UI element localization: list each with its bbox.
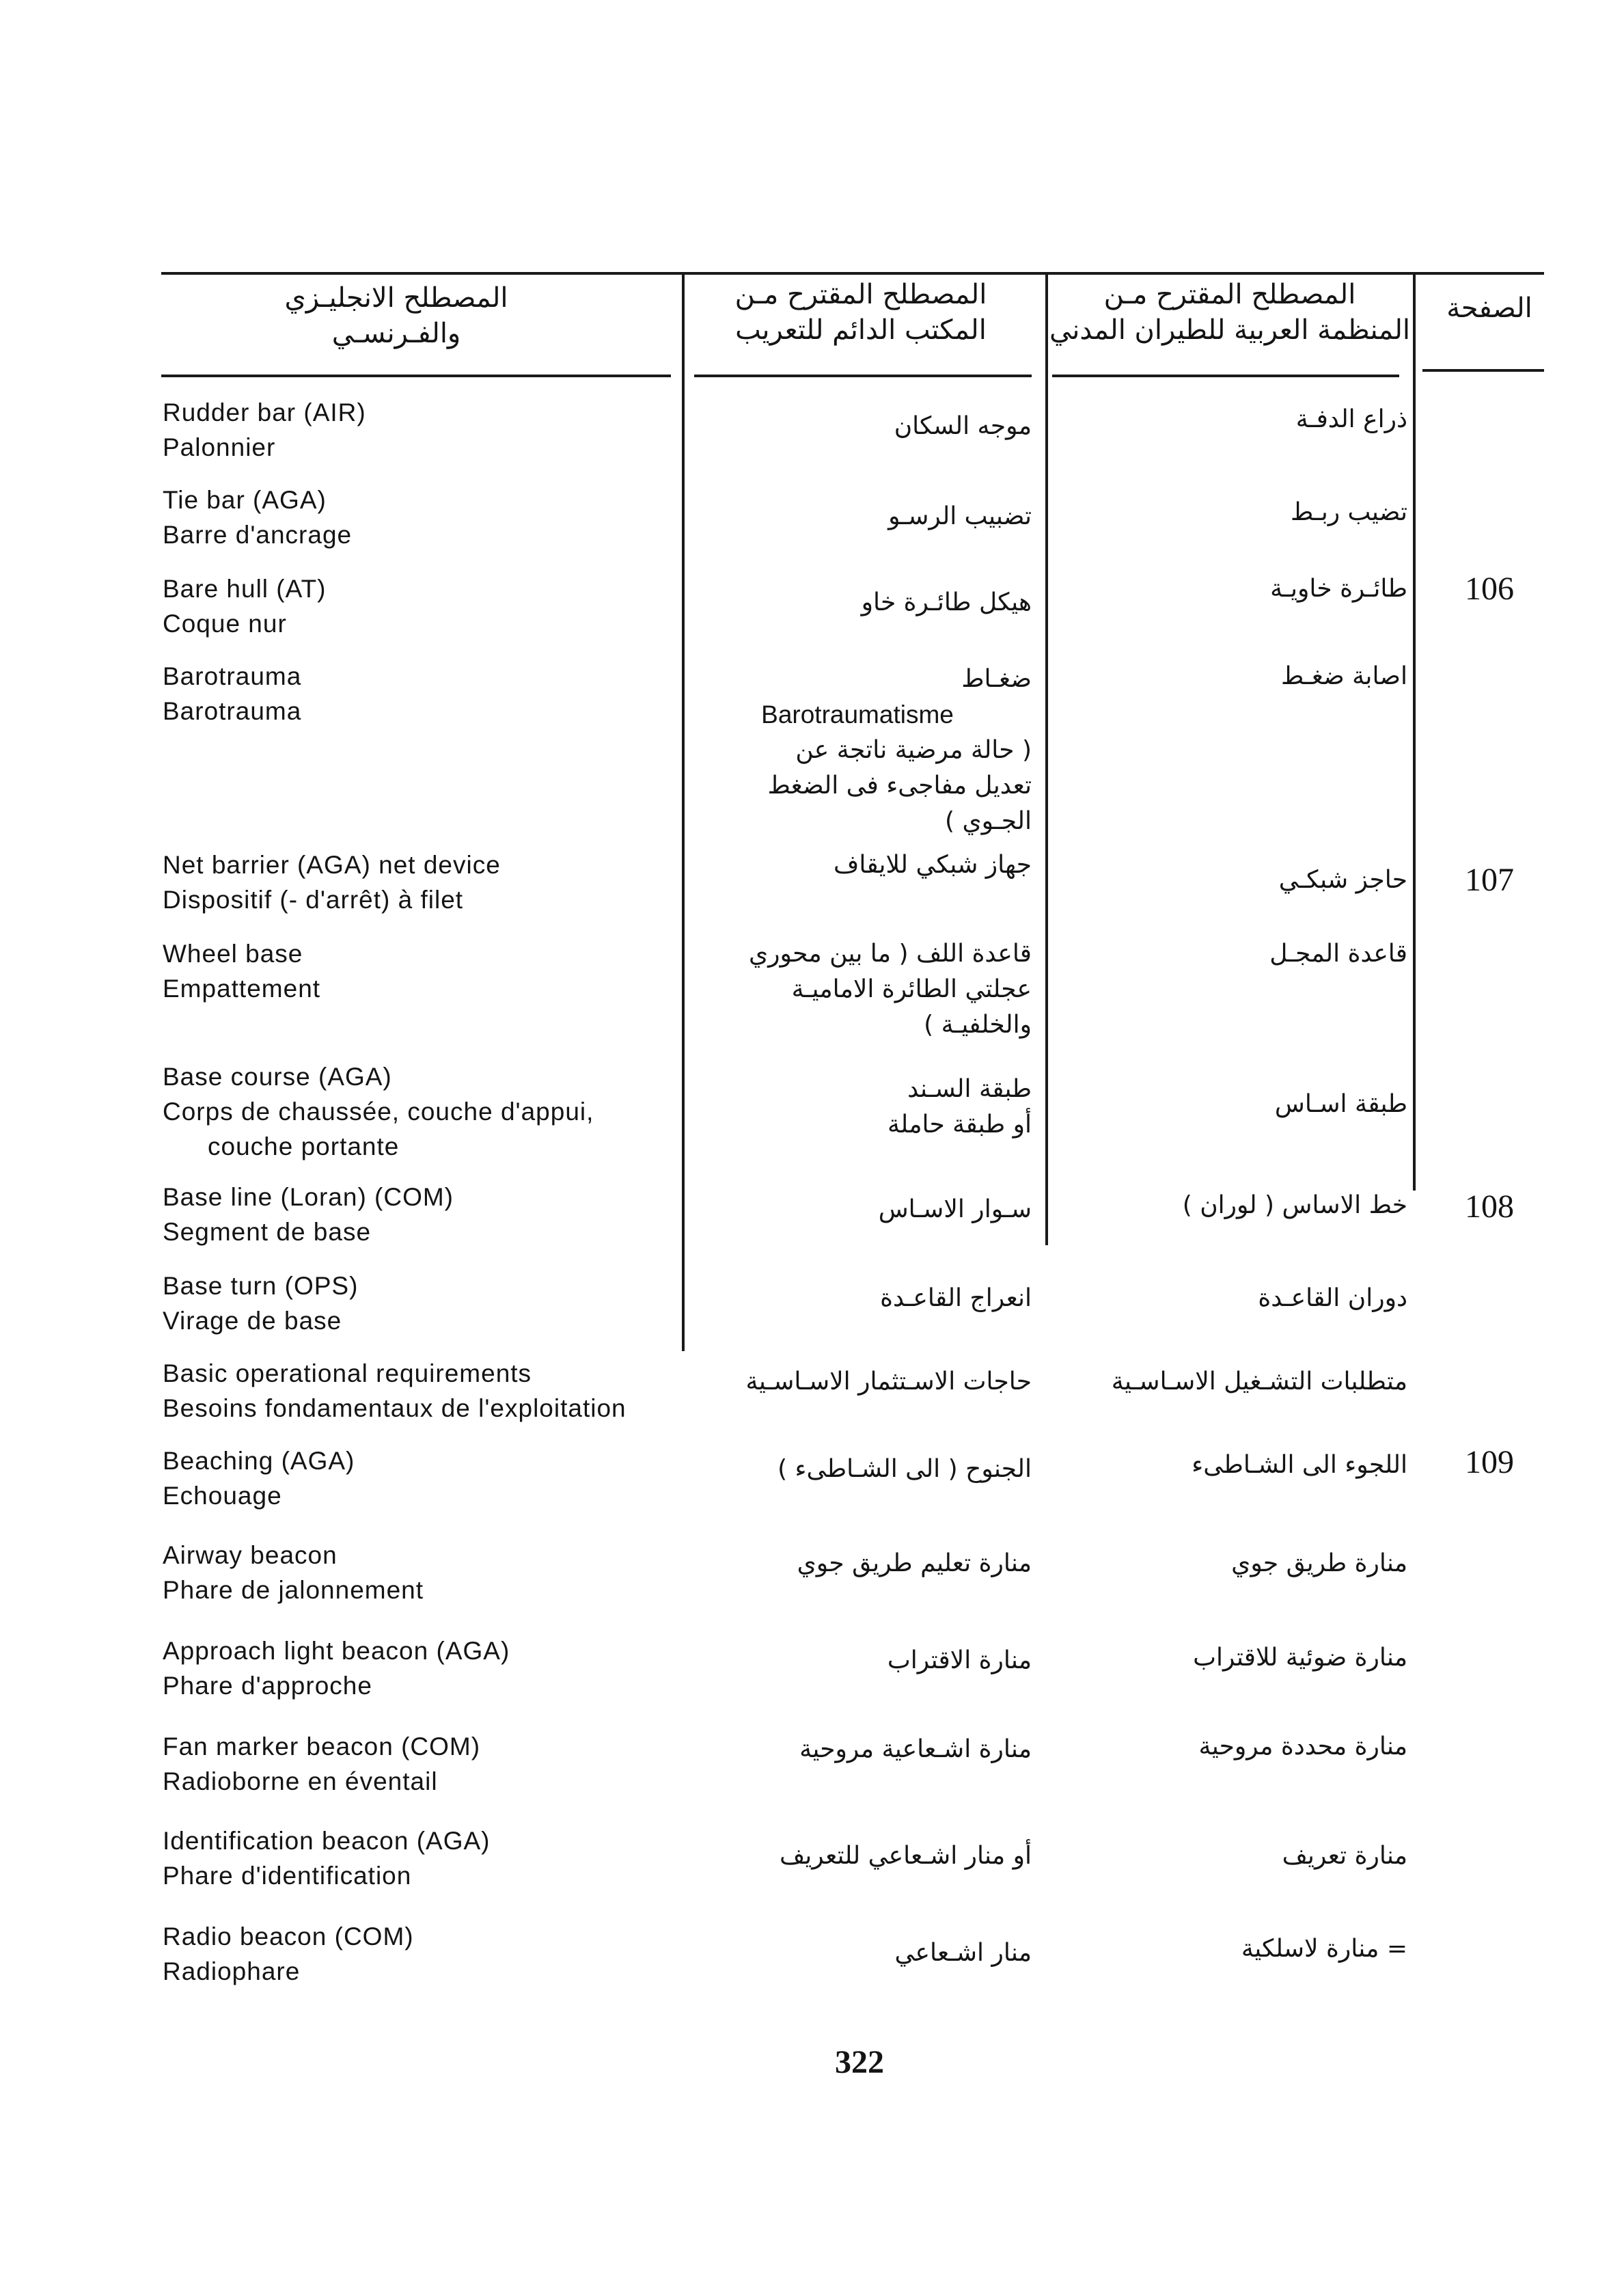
header-english-french-line2: والفـرنسـي	[331, 318, 461, 349]
header-aviation-org-line1: المصطلح المقترح مـن	[1103, 279, 1356, 310]
header-arabization-office-line2: المكتب الدائم للتعريب	[735, 314, 987, 346]
ar-office-line: الجنوح ( الى الشـاطىء )	[777, 1455, 1032, 1483]
entry-aviation-org	[1052, 1546, 1407, 1581]
fr-line: Coque nur	[163, 610, 287, 638]
en-line: Approach light beacon (AGA)	[163, 1637, 510, 1665]
entry-arabization-office	[683, 662, 1032, 839]
en-line: Fan marker beacon (COM)	[163, 1732, 481, 1760]
en-line: Net barrier (AGA) net device	[163, 851, 501, 879]
ar-office-line: طبقة السـند	[907, 1075, 1032, 1103]
en-line: Wheel base	[163, 940, 303, 968]
entry-arabization-office	[683, 1732, 1032, 1767]
fr-line: Barre d'ancrage	[163, 521, 353, 549]
entry-aviation-org	[1052, 1838, 1407, 1874]
entry-arabization-office	[683, 1192, 1032, 1227]
ar-office-line: حاجات الاسـتثمار الاسـاسـية	[745, 1368, 1032, 1396]
ar-office-line: منارة الاقتراب	[887, 1646, 1032, 1674]
ar-office-line: قاعدة اللف ( ما بين محوري	[748, 940, 1032, 968]
entry-arabization-office	[683, 936, 1032, 1043]
header-arabization-office	[690, 277, 1032, 348]
ar-org-line: قاعدة المجـل	[1269, 940, 1407, 968]
entry-arabization-office	[683, 1838, 1032, 1874]
entry-english-french	[163, 1180, 689, 1249]
column-divider-2	[1045, 275, 1048, 1245]
page-number: 322	[835, 2044, 884, 2080]
entry-aviation-org	[1052, 1729, 1407, 1765]
entry-aviation-org	[1052, 402, 1407, 437]
header-page: الصفحة	[1446, 293, 1532, 324]
en-line: Airway beacon	[163, 1541, 338, 1569]
en-line: Barotrauma	[163, 662, 302, 690]
en-line: Base line (Loran) (COM)	[163, 1183, 454, 1211]
fr-line: Segment de base	[163, 1218, 372, 1246]
entry-aviation-org	[1052, 1281, 1407, 1316]
ar-office-line: منار اشـعاعي	[894, 1939, 1032, 1967]
header-bottom-rule-org	[1052, 375, 1399, 377]
ar-office-line: انعراج القاعـدة	[880, 1284, 1032, 1312]
entry-english-french	[163, 1268, 689, 1338]
entry-aviation-org	[1052, 1447, 1407, 1483]
fr-line: Echouage	[163, 1482, 282, 1510]
ar-office-line: هيكل طائـرة خاو	[861, 588, 1032, 616]
entry-english-french	[163, 1919, 689, 1989]
ar-office-line: ضغـاط	[961, 665, 1032, 693]
entry-english-french	[163, 395, 689, 465]
en-line: Tie bar (AGA)	[163, 486, 327, 514]
entry-aviation-org	[1052, 495, 1407, 530]
entry-aviation-org	[1052, 1640, 1407, 1676]
ar-org-line: طائـرة خاويـة	[1270, 575, 1407, 603]
ar-office-line: جهاز شبكي للايقاف	[834, 851, 1032, 879]
ar-org-line: دوران القاعـدة	[1258, 1284, 1407, 1312]
header-aviation-org-line2: المنظمة العربية للطيران المدني	[1049, 314, 1411, 346]
ar-office-line: تعديل مفاجىء فى الضغط	[767, 772, 1032, 800]
entry-aviation-org	[1052, 1188, 1407, 1223]
fr-line: Barotrauma	[163, 697, 302, 725]
ar-office-line: منارة اشـعاعية مروحية	[799, 1735, 1032, 1763]
header-english-french	[205, 280, 588, 351]
page-ref: 108	[1465, 1188, 1514, 1225]
fr-line: Dispositif (- d'arrêt) à filet	[163, 886, 464, 914]
ar-office-line: عجلتي الطائرة الاماميـة	[791, 975, 1032, 1003]
entry-english-french	[163, 1443, 689, 1513]
fr-line: Besoins fondamentaux de l'exploitation	[163, 1394, 627, 1422]
ar-office-line: منارة تعليم طريق جوي	[797, 1549, 1032, 1577]
entry-english-french	[163, 1729, 689, 1799]
fr-line: Phare d'identification	[163, 1862, 412, 1890]
entry-english-french	[163, 1538, 689, 1607]
fr-line: Radioborne en éventail	[163, 1767, 438, 1795]
entry-english-french	[163, 847, 689, 917]
en-line: Beaching (AGA)	[163, 1447, 355, 1475]
header-arabization-office-line1: المصطلح المقترح مـن	[734, 279, 987, 310]
entry-aviation-org	[1052, 1087, 1407, 1122]
ar-office-line: أو طبقة حاملة	[887, 1111, 1032, 1139]
header-bottom-rule-en	[161, 375, 671, 377]
entry-arabization-office	[683, 499, 1032, 534]
entry-aviation-org	[1052, 571, 1407, 607]
entry-english-french	[163, 1356, 689, 1426]
ar-org-line: = منارة لاسلكية	[1241, 1935, 1407, 1963]
entry-aviation-org	[1052, 936, 1407, 972]
ar-office-line: أو منار اشـعاعي للتعريف	[779, 1842, 1032, 1870]
entry-arabization-office	[683, 1364, 1032, 1400]
ar-org-line: اللجوء الى الشـاطىء	[1192, 1451, 1407, 1479]
entry-english-french	[163, 936, 689, 1006]
header-bottom-rule-office	[694, 375, 1032, 377]
header-aviation-org	[1045, 277, 1414, 348]
ar-office-line: تضبيب الرسـو	[888, 502, 1032, 530]
ar-office-line: والخلفيـة )	[924, 1011, 1032, 1039]
entry-arabization-office	[683, 1072, 1032, 1143]
table-top-rule	[161, 272, 1544, 275]
fr-line: couche portante	[208, 1132, 400, 1160]
header-bottom-rule-page	[1422, 369, 1544, 372]
ar-office-line: سـوار الاسـاس	[878, 1195, 1032, 1223]
en-line: Base turn (OPS)	[163, 1272, 359, 1300]
page-ref: 106	[1465, 571, 1514, 607]
entry-english-french	[163, 571, 689, 641]
entry-english-french	[163, 659, 689, 729]
entry-english-french	[163, 1823, 689, 1893]
ar-office-line: موجه السكان	[894, 412, 1032, 440]
fr-line: Empattement	[163, 975, 321, 1003]
entry-arabization-office	[683, 1643, 1032, 1678]
ar-org-line: متطلبات التشـغيل الاسـاسـية	[1111, 1368, 1407, 1396]
header-english-french-line1: المصطلح الانجليـزي	[284, 282, 508, 314]
entry-arabization-office	[683, 1546, 1032, 1581]
ar-org-line: طبقة اسـاس	[1274, 1090, 1407, 1118]
ar-office-latin-term: Barotraumatisme	[761, 701, 954, 729]
ar-org-line: اصابة ضغـط	[1281, 662, 1407, 690]
page-ref: 109	[1465, 1444, 1514, 1480]
ar-office-line: الجـوي )	[944, 807, 1032, 835]
en-line: Base course (AGA)	[163, 1063, 392, 1091]
fr-line: Virage de base	[163, 1307, 342, 1335]
entry-aviation-org	[1052, 659, 1407, 694]
entry-arabization-office	[683, 409, 1032, 444]
ar-org-line: منارة طريق جوي	[1231, 1549, 1407, 1577]
entry-arabization-office	[683, 585, 1032, 621]
ar-org-line: تضيب ربـط	[1290, 498, 1407, 526]
fr-line: Palonnier	[163, 433, 276, 461]
ar-org-line: خط الاساس ( لوران )	[1182, 1191, 1407, 1219]
entry-english-french	[163, 1633, 689, 1703]
en-line: Identification beacon (AGA)	[163, 1827, 491, 1855]
ar-office-line: ( حالة مرضية ناتجة عن	[795, 736, 1032, 764]
fr-line: Corps de chaussée, couche d'appui,	[163, 1098, 594, 1126]
en-line: Radio beacon (COM)	[163, 1922, 414, 1950]
entry-aviation-org	[1052, 1931, 1407, 1967]
entry-aviation-org	[1052, 1364, 1407, 1400]
page-ref: 107	[1465, 862, 1514, 898]
ar-org-line: منارة تعريف	[1282, 1842, 1407, 1870]
fr-line: Phare d'approche	[163, 1672, 372, 1700]
entry-arabization-office	[683, 1935, 1032, 1971]
entry-arabization-office	[683, 847, 1032, 883]
ar-org-line: ذراع الدفـة	[1295, 405, 1407, 433]
fr-line: Radiophare	[163, 1957, 301, 1985]
entry-aviation-org	[1052, 862, 1407, 898]
en-line: Bare hull (AT)	[163, 575, 327, 603]
ar-org-line: منارة محددة مروحية	[1198, 1732, 1407, 1760]
ar-org-line: حاجز شبكـي	[1278, 866, 1407, 894]
entry-arabization-office	[683, 1452, 1032, 1487]
entry-english-french	[163, 482, 689, 552]
entry-arabization-office	[683, 1281, 1032, 1316]
fr-line: Phare de jalonnement	[163, 1576, 424, 1604]
en-line: Rudder bar (AIR)	[163, 398, 366, 426]
ar-org-line: منارة ضوئية للاقتراب	[1193, 1644, 1407, 1672]
entry-english-french	[163, 1059, 689, 1164]
en-line: Basic operational requirements	[163, 1359, 532, 1387]
column-divider-3	[1413, 275, 1416, 1191]
